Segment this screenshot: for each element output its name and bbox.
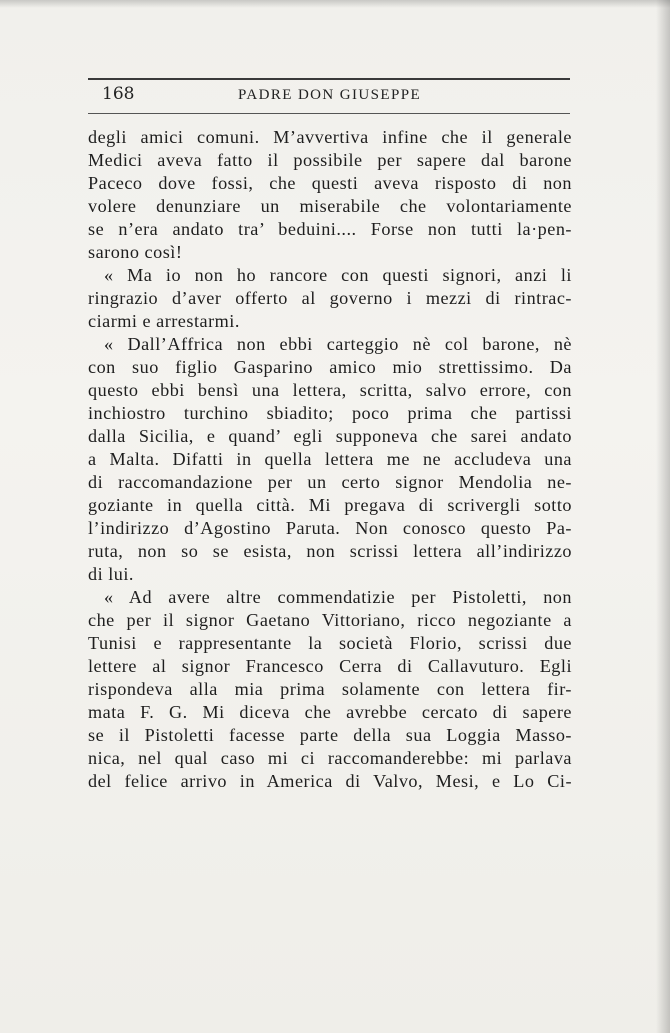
text-line: del felice arrivo in America di Valvo, Mesi, e Lo Ci-: [88, 771, 572, 791]
text-line: di lui.: [88, 564, 134, 584]
text-line: « Ad avere altre commendatizie per Pistoletti, non: [104, 587, 572, 607]
text-line: dalla Sicilia, e quand’ egli supponeva che sarei andato: [88, 426, 572, 446]
text-line: che per il signor Gaetano Vittoriano, ricco negoziante a: [88, 610, 572, 630]
text-line: rispondeva alla mia prima solamente con lettera fir-: [88, 679, 572, 699]
text-line: Paceco dove fossi, che questi aveva risposto di non: [88, 173, 572, 193]
text-line: a Malta. Difatti in quella lettera me ne accludeva una: [88, 449, 572, 469]
page-right-shadow: [656, 0, 670, 1033]
text-line: se il Pistoletti facesse parte della sua Loggia Masso-: [88, 725, 572, 745]
text-line: questo ebbi bensì una lettera, scritta, salvo errore, con: [88, 380, 572, 400]
text-line: « Dall’Affrica non ebbi carteggio nè col barone, nè: [104, 334, 572, 354]
text-line: ringrazio d’aver offerto al governo i mezzi di rintrac-: [88, 288, 572, 308]
text-line: goziante in quella città. Mi pregava di scrivergli sotto: [88, 495, 572, 515]
running-title: PADRE DON GIUSEPPE: [238, 87, 422, 103]
text-line: mata F. G. Mi diceva che avrebbe cercato di sapere: [88, 702, 572, 722]
page-number: 168: [102, 84, 135, 104]
text-line: lettere al signor Francesco Cerra di Callavuturo. Egli: [88, 656, 572, 676]
text-line: nica, nel qual caso mi ci raccomanderebbe: mi parlava: [88, 748, 572, 768]
text-line: degli amici comuni. M’avvertiva infine che il generale: [88, 127, 572, 147]
text-line: ruta, non so se esista, non scrissi lettera all’indirizzo: [88, 541, 572, 561]
text-line: se n’era andato tra’ beduini.... Forse non tutti la·pen-: [88, 219, 572, 239]
text-line: sarono così!: [88, 242, 183, 262]
text-line: di raccomandazione per un certo signor Mendolia ne-: [88, 472, 572, 492]
text-line: l’indirizzo d’Agostino Paruta. Non conosco questo Pa-: [88, 518, 572, 538]
text-line: « Ma io non ho rancore con questi signori, anzi li: [104, 265, 572, 285]
text-line: ciarmi e arrestarmi.: [88, 311, 240, 331]
header-top-rule: [88, 78, 570, 80]
page-header: [88, 78, 570, 116]
header-bottom-rule: [88, 113, 570, 114]
page-top-shadow: [0, 0, 670, 8]
text-line: Tunisi e rappresentante la società Florio, scrissi due: [88, 633, 572, 653]
text-line: con suo figlio Gasparino amico mio strettissimo. Da: [88, 357, 572, 377]
text-line: Medici aveva fatto il possibile per sapere dal barone: [88, 150, 572, 170]
body-text: [88, 126, 572, 793]
text-line: volere denunziare un miserabile che volontariamente: [88, 196, 572, 216]
text-line: inchiostro turchino sbiadito; poco prima che partissi: [88, 403, 572, 423]
